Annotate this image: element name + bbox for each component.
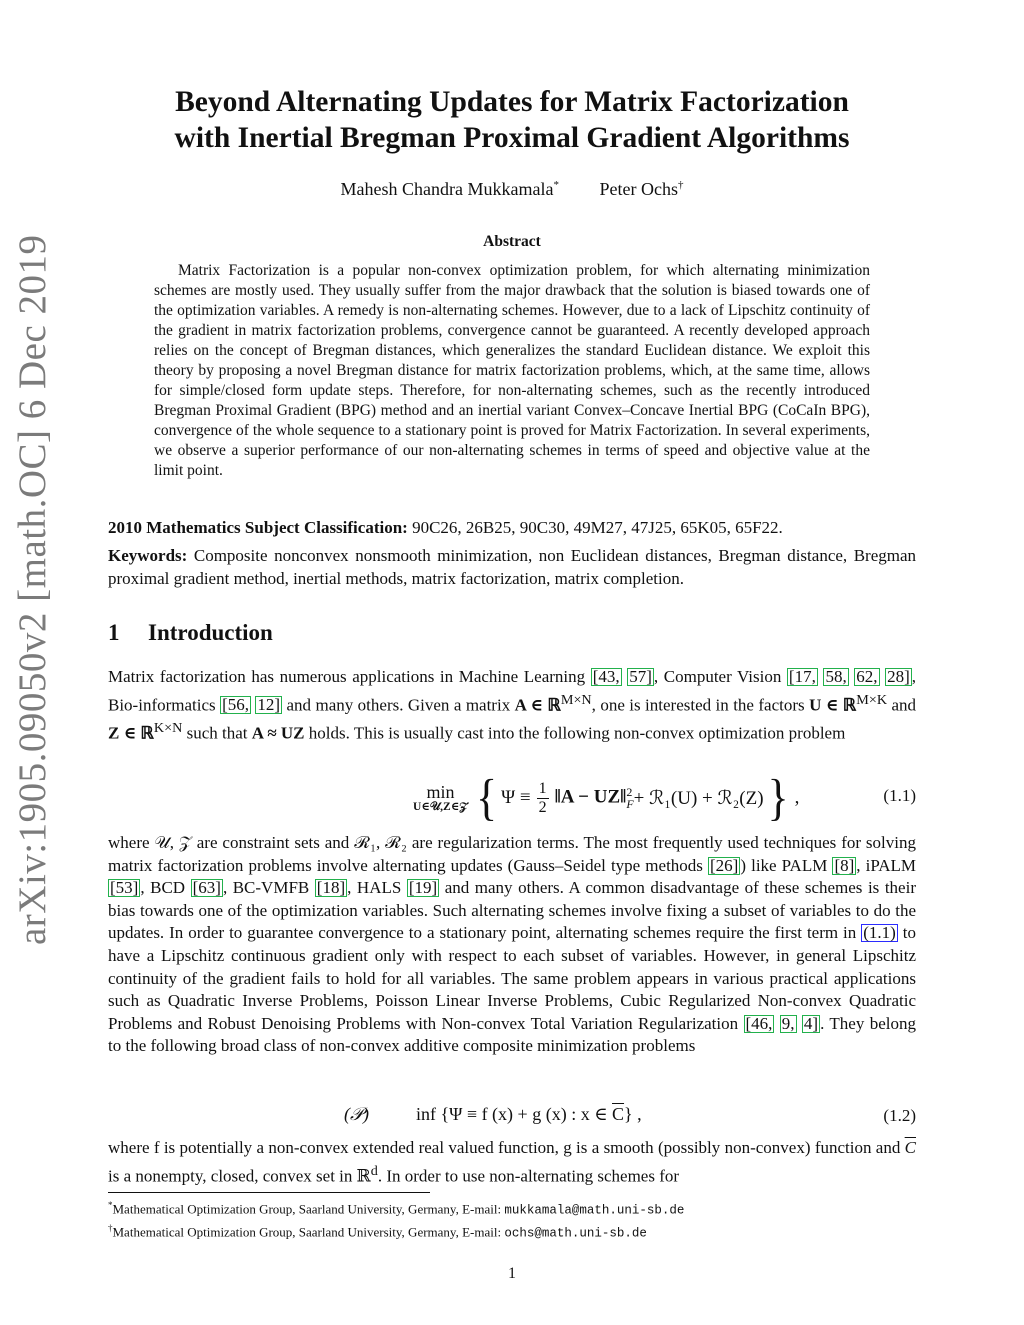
equation-comma: , (794, 787, 800, 808)
author-list (108, 179, 916, 200)
footnote-mark: * (553, 179, 559, 191)
min-operator (413, 783, 468, 814)
fraction-numerator: 1 (538, 779, 547, 797)
citation-link[interactable]: [19] (408, 878, 438, 898)
citation-link[interactable]: [46, (745, 1013, 773, 1033)
text-run: to have a Lipschitz continuous gradient only with respect to each subset of variables. However, in general Lipschitz continuity of the gradient fails to hold for all variables. The same problem appears in various practical applications such as Quadratic Inverse Problems, Poisson Linear Inverse Problems, Cubic Regularized Non-convex Quadratic Problems and Robust Denoising Problems with Non-convex Total Variation Regularization (108, 923, 916, 1033)
text-run: Matrix factorization has numerous applications in Machine Learning (108, 667, 591, 686)
text-run: , BCD (140, 878, 191, 898)
citation-link[interactable]: 9, (781, 1013, 795, 1033)
min-text: min (426, 781, 455, 802)
citation-link[interactable]: [17, (788, 667, 816, 686)
paragraph-1 (108, 666, 916, 745)
expression-post: } , (624, 1104, 642, 1124)
math-inline: A ∈ ℝ (514, 695, 561, 715)
norm-expression: ‖A − UZ‖ (554, 786, 627, 808)
fraction (537, 780, 549, 817)
footnote-text: Mathematical Optimization Group, Saarland University, Germany, E-mail: (112, 1224, 505, 1240)
paper-title (108, 84, 916, 156)
text-run: where 𝒰, 𝒵 are constraint sets and ℛ₁, ℛ₂ are regularization terms. The most frequently used techniques for solving matrix factorization problems involve alternating updates (Gauss–Seidel type methods (108, 833, 916, 875)
math-inline: Z ∈ ℝ (108, 723, 154, 743)
text-run: is a nonempty, closed, convex set in ℝ (108, 1166, 371, 1186)
norm-term (555, 786, 634, 810)
closure-set: $\overline{C}$ (612, 1104, 625, 1124)
expression-pre: inf {Ψ ≡ f (x) + g (x) : x ∈ (416, 1104, 613, 1124)
msc-classification (108, 517, 916, 539)
citation-link[interactable]: [26] (710, 855, 739, 875)
math-superscript: K×N (153, 719, 183, 736)
citation-link[interactable]: [63] (192, 878, 221, 898)
left-brace: { (475, 769, 498, 826)
footnote-text: Mathematical Optimization Group, Saarland University, Germany, E-mail: (112, 1201, 505, 1217)
equation-number: (1.1) (883, 786, 916, 805)
text-run: , HALS (347, 878, 407, 898)
page-number: 1 (508, 1265, 516, 1282)
equation-expression (416, 1104, 642, 1125)
equation-1-1 (108, 770, 916, 830)
footnote-mark: † (108, 1223, 113, 1234)
text-run: , Bio-informatics (108, 667, 917, 715)
math-superscript: M×N (560, 691, 592, 708)
citation-link[interactable]: 58, (825, 667, 847, 686)
min-subscript: U∈𝒰,Z∈𝒵 (413, 800, 468, 813)
citation-link[interactable]: [8] (834, 855, 855, 875)
footnote-mark: * (108, 1200, 113, 1210)
text-run: , BC-VMFB (222, 878, 315, 898)
keywords (108, 545, 916, 590)
closure-set: $\overline{C}$ (904, 1138, 916, 1157)
math-inline: A ≈ UZ (251, 723, 305, 743)
abstract-text: Matrix Factorization is a popular non-convex optimization problem, for which alternating minimization schemes are mostly used. They usually suffer from the major drawback that the solution is biased towards one of the optimization variables. A remedy is non-alternating schemes. However, due to a lack of Lipschitz continuity of the gradient in matrix factorization problems, convergence cannot be guaranteed. A recently developed approach relies on the concept of Bregman distances, which generalizes the standard Euclidean distance. We exploit this theory by proposing a novel Bregman distance for matrix factorization problems, which, at the same time, allows for simple/closed form update steps. Therefore, for non-alternating schemes, such as the recently introduced Bregman Proximal Gradient (BPG) method and an inertial variant Convex–Concave Inertial BPG (CoCaIn BPG), convergence of the whole sequence to a stationary point is proved for Matrix Factorization. In several experiments, we observe a superior performance of our non-alternating schemes in terms of speed and objective value at the limit point. (154, 262, 870, 479)
abstract-heading: Abstract (483, 233, 541, 250)
author-name: Mahesh Chandra Mukkamala (340, 179, 554, 199)
text-run: , one is interested in the factors (591, 695, 810, 715)
msc-value: 90C26, 26B25, 90C30, 49M27, 47J25, 65K05, 65F22. (412, 518, 783, 537)
right-brace: } (767, 769, 789, 826)
title-line-1: Beyond Alternating Updates for Matrix Factorization (175, 86, 849, 118)
norm-superscript: 2 (626, 785, 633, 799)
problem-tag: (𝒫) (344, 1104, 369, 1124)
citation-link[interactable]: 28] (887, 667, 910, 686)
title-line-2: with Inertial Bregman Proximal Gradient Algorithms (174, 122, 850, 154)
text-run: holds. This is usually cast into the following non-convex optimization problem (304, 723, 846, 743)
footnote-divider (108, 1192, 430, 1193)
text-run: such that (182, 723, 252, 743)
regularizer-terms: + ℛ₁(U) + ℛ₂(Z) (633, 787, 764, 809)
author (599, 179, 683, 200)
psi-symbol: Ψ ≡ (501, 787, 531, 808)
text-run: ) like PALM (740, 855, 833, 875)
section-title: Introduction (148, 620, 273, 645)
footnote-mark: † (677, 179, 684, 191)
citation-link[interactable]: 4] (803, 1013, 819, 1033)
footnotes (108, 1196, 916, 1243)
citation-link[interactable]: 57] (629, 667, 652, 686)
equation-1-2 (108, 1102, 916, 1132)
email-link[interactable]: mukkamala@math.uni-sb.de (504, 1203, 685, 1218)
citation-link[interactable]: [53] (110, 878, 139, 898)
paragraph-3 (108, 1137, 916, 1188)
text-run: , Computer Vision (653, 667, 787, 686)
keywords-label: Keywords: (108, 546, 188, 565)
author-name: Peter Ochs (599, 179, 678, 199)
citation-link[interactable]: [43, (592, 667, 620, 686)
text-run: and (887, 695, 917, 715)
math-superscript: d (370, 1162, 378, 1179)
text-run: . They belong to the following broad class of non-convex additive composite minimization problems (108, 1013, 916, 1056)
math-superscript: M×K (856, 691, 888, 708)
citation-link[interactable]: [18] (316, 878, 346, 898)
fraction-denominator: 2 (538, 798, 547, 816)
equation-reference-link[interactable]: (1.1) (863, 923, 896, 943)
text-run: , iPALM (856, 855, 916, 875)
citation-link[interactable]: 62, (856, 667, 878, 686)
paragraph-2 (108, 832, 916, 1058)
text-run: and many others. Given a matrix (282, 695, 515, 715)
text-run: . In order to use non-alternating schemes for (377, 1166, 680, 1186)
footnote (108, 1196, 916, 1219)
norm-subscript: F (626, 797, 634, 811)
arxiv-identifier: arXiv:1905.09050v2 [math.OC] 6 Dec 2019 (11, 234, 54, 945)
section-number: 1 (108, 620, 120, 645)
equation-body (413, 769, 800, 826)
citation-link[interactable]: [56, (222, 695, 249, 715)
citation-link[interactable]: 12] (257, 695, 281, 715)
keywords-value: Composite nonconvex nonsmooth minimization, non Euclidean distances, Bregman distance, Bregman proximal gradient method, inertial methods, matrix factorization, matrix completion. (108, 546, 917, 588)
footnote (108, 1219, 916, 1242)
text-run: and many others. A common disadvantage of these schemes is their bias towards one of the optimization variables. Such alternating schemes involve fixing a subset of variables to do the updates. In order to guarantee convergence to a stationary point, alternating schemes require the first term in (108, 878, 916, 943)
text-run: where f is potentially a non-convex extended real valued function, g is a smooth (possibly non-convex) function and (108, 1138, 905, 1157)
section-heading (108, 620, 273, 646)
msc-label: 2010 Mathematics Subject Classification: (108, 518, 408, 537)
author (341, 179, 559, 200)
email-link[interactable]: ochs@math.uni-sb.de (504, 1226, 647, 1241)
math-inline: U ∈ ℝ (809, 695, 857, 715)
equation-number: (1.2) (883, 1106, 916, 1125)
